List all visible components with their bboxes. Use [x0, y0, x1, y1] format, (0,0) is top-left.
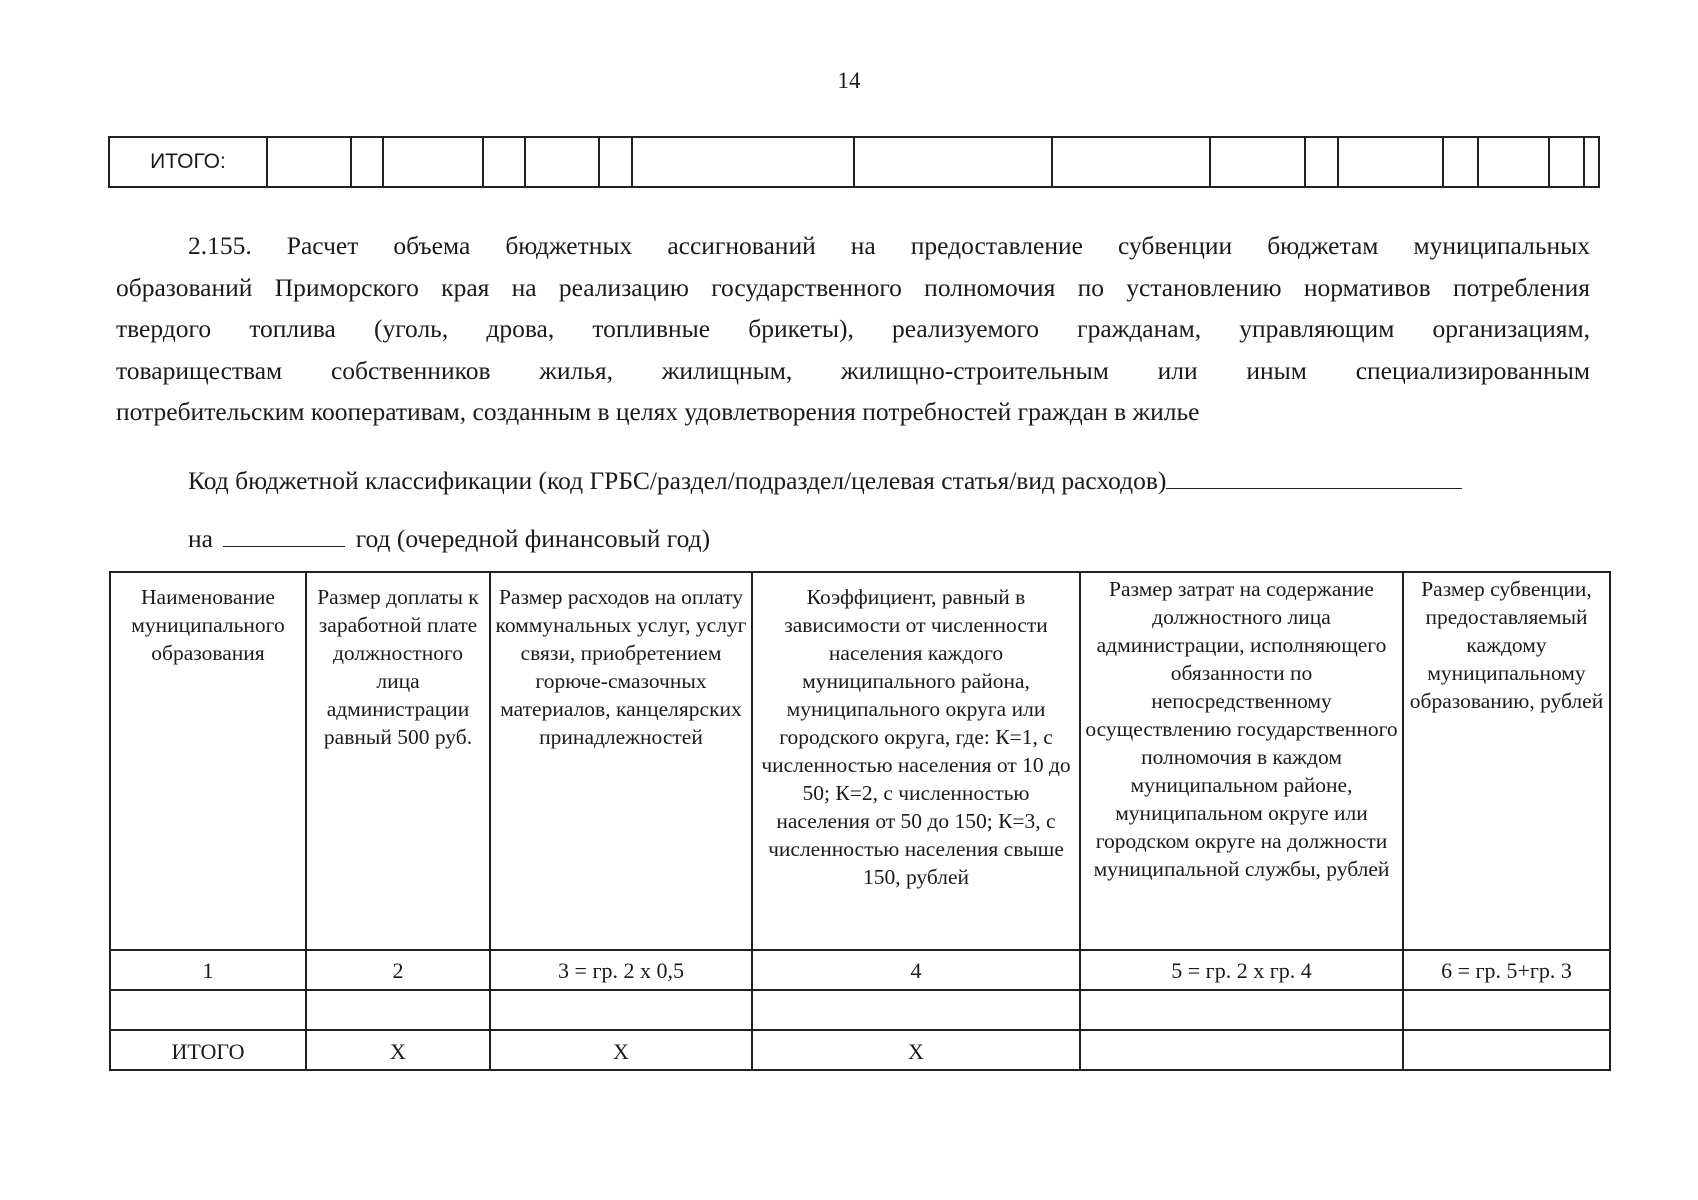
column-number: 2 [306, 950, 490, 990]
table-cell [525, 137, 599, 187]
table-cell [599, 137, 632, 187]
column-number: 6 = гр. 5+гр. 3 [1403, 950, 1610, 990]
column-header: Наименование муниципального образования [110, 572, 306, 950]
table-cell [490, 990, 752, 1030]
column-number-row [110, 950, 1610, 990]
table-cell [110, 990, 306, 1030]
column-header: Размер затрат на содержание должностного лица администрации, исполняющего обязанности по непосредственному осуществлению государственного полномочия в каждом муниципальном районе, муниципальном округе или городском округе на должности муниципальной службы, рублей [1080, 572, 1403, 950]
top-total-table [108, 136, 1600, 188]
table-cell [752, 990, 1080, 1030]
paragraph-line: 2.155. Расчет объема бюджетных ассигнований на предоставление субвенции бюджетам муниципальных [188, 231, 1590, 260]
table-cell [267, 137, 351, 187]
paragraph-line: потребительским кооперативам, созданным в целях удовлетворения потребностей граждан в жилье [116, 397, 1200, 426]
year-line [188, 524, 710, 554]
total-cell [1403, 1030, 1610, 1070]
table-cell [854, 137, 1052, 187]
paragraph-line: товариществам собственников жилья, жилищным, жилищно-строительным или иным специализированным [116, 355, 1590, 385]
column-number: 5 = гр. 2 х гр. 4 [1080, 950, 1403, 990]
column-number: 4 [752, 950, 1080, 990]
table-cell [632, 137, 854, 187]
table-cell [1080, 990, 1403, 1030]
table-cell [351, 137, 383, 187]
table-cell [1210, 137, 1305, 187]
column-number: 1 [110, 950, 306, 990]
table-cell [1478, 137, 1549, 187]
table-cell [1338, 137, 1443, 187]
table-row [110, 990, 1610, 1030]
column-header: Размер расходов на оплату коммунальных услуг, услуг связи, приобретением горюче-смазочных материалов, канцелярских принадлежностей [490, 572, 752, 950]
column-header: Коэффициент, равный в зависимости от численности населения каждого муниципального района, муниципального округа или городского округа, где: К=1, с численностью населения от 10 до 50; К=2, с численностью населения от 50 до 150; К=3, с численностью населения свыше 150, рублей [752, 572, 1080, 950]
subvention-table [109, 571, 1611, 1071]
page-number: 14 [837, 68, 861, 93]
section-paragraph [116, 225, 1590, 433]
top-total-label: ИТОГО: [109, 137, 267, 187]
budget-classification-label: Код бюджетной классификации (код ГРБС/раздел/подраздел/целевая статья/вид расходов) [188, 466, 1167, 495]
paragraph-line: образований Приморского края на реализацию государственного полномочия по установлению нормативов потребления [116, 272, 1590, 302]
table-cell [1549, 137, 1584, 187]
total-cell: Х [752, 1030, 1080, 1070]
table-cell [383, 137, 483, 187]
table-cell [1052, 137, 1210, 187]
budget-classification-line [188, 466, 1462, 496]
year-prefix: на [188, 524, 213, 553]
table-total-row [110, 1030, 1610, 1070]
table-header-row [110, 572, 1610, 950]
year-blank [223, 526, 345, 547]
table-cell [1443, 137, 1478, 187]
column-header: Размер доплаты к заработной плате должностного лица администрации равный 500 руб. [306, 572, 490, 950]
column-number: 3 = гр. 2 х 0,5 [490, 950, 752, 990]
table-cell [483, 137, 525, 187]
total-cell: Х [490, 1030, 752, 1070]
paragraph-line: твердого топлива (уголь, дрова, топливные брикеты), реализуемого гражданам, управляющим организациям, [116, 314, 1590, 343]
total-cell: Х [306, 1030, 490, 1070]
table-cell [1584, 137, 1599, 187]
table-cell [306, 990, 490, 1030]
top-total-row [109, 137, 1599, 187]
total-label: ИТОГО [110, 1030, 306, 1070]
total-cell [1080, 1030, 1403, 1070]
year-suffix: год (очередной финансовый год) [355, 524, 711, 553]
budget-classification-blank [1166, 468, 1462, 489]
table-cell [1403, 990, 1610, 1030]
table-cell [1305, 137, 1338, 187]
column-header: Размер субвенции, предоставляемый каждому муниципальному образованию, рублей [1403, 572, 1610, 950]
